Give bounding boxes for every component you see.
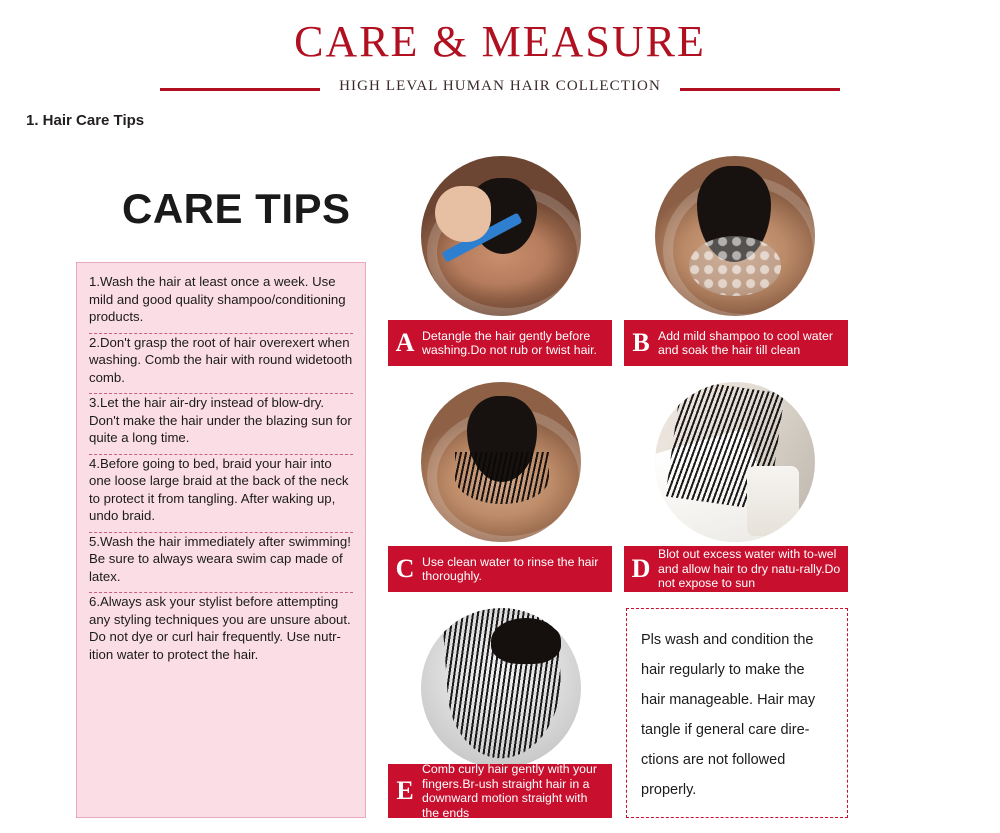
care-tips-title: CARE TIPS bbox=[122, 185, 351, 232]
note-line: hair regularly to make the bbox=[641, 662, 805, 678]
caption-letter-e: E bbox=[396, 776, 414, 805]
caption-text-e: Comb curly hair gently with your fingers.Br-ush straight hair in a downward motion straight with the ends bbox=[422, 762, 597, 820]
note-line: Pls wash and condition the bbox=[641, 632, 814, 648]
caption-c bbox=[388, 546, 612, 592]
soap-foam bbox=[689, 236, 781, 296]
hand-shape bbox=[435, 186, 491, 242]
towel-fold bbox=[747, 466, 799, 536]
note-line: tangle if general care dire- bbox=[641, 722, 810, 738]
list-item: 1.Wash the hair at least once a week. Use mild and good quality shampoo/conditioning products. bbox=[89, 274, 346, 324]
caption-b bbox=[624, 320, 848, 366]
step-image-b bbox=[655, 156, 815, 316]
caption-d bbox=[624, 546, 848, 592]
list-item: 3.Let the hair air-dry instead of blow-dry. Don't make the hair under the blazing sun for quite a long time. bbox=[89, 395, 352, 445]
caption-text-a: Detangle the hair gently before washing.Do not rub or twist hair. bbox=[422, 328, 597, 357]
list-item: 6.Always ask your stylist before attempting any styling techniques you are unsure about. Do not dye or curl hair frequently. Use nutr-ition water to protect the hair. bbox=[89, 594, 351, 662]
caption-letter-c: C bbox=[395, 554, 415, 583]
step-image-d bbox=[655, 382, 815, 542]
step-image-e bbox=[421, 608, 581, 768]
caption-text-d: Blot out excess water with to-wel and allow hair to dry natu-rally.Do not expose to sun bbox=[658, 547, 841, 591]
caption-text-b: Add mild shampoo to cool water and soak the hair till clean bbox=[658, 328, 833, 357]
hair-strands bbox=[455, 452, 549, 504]
page-header bbox=[0, 0, 1000, 104]
hair-top bbox=[491, 618, 561, 664]
section-heading: 1. Hair Care Tips bbox=[26, 112, 145, 129]
step-image-c bbox=[421, 382, 581, 542]
list-item: 2.Don't grasp the root of hair overexert when washing. Comb the hair with round widetooth comb. bbox=[89, 334, 353, 385]
caption-letter-a: A bbox=[395, 328, 415, 357]
care-note bbox=[626, 608, 848, 818]
caption-text-c: Use clean water to rinse the hair thoroughly. bbox=[422, 554, 599, 583]
note-line: hair manageable. Hair may bbox=[641, 692, 816, 708]
list-item: 5.Wash the hair immediately after swimming! Be sure to always weara swim cap made of latex. bbox=[89, 533, 351, 584]
caption-a bbox=[388, 320, 612, 366]
step-image-a bbox=[421, 156, 581, 316]
caption-letter-b: B bbox=[632, 328, 650, 357]
caption-e bbox=[388, 764, 612, 818]
note-line: ctions are not followed bbox=[641, 752, 786, 768]
list-item: 4.Before going to bed, braid your hair into one loose large braid at the back of the neck to protect it from tangling. After waking up, undo braid. bbox=[89, 455, 349, 523]
page-title: CARE & MEASURE bbox=[294, 17, 706, 66]
caption-letter-d: D bbox=[631, 554, 651, 583]
page-subtitle: HIGH LEVAL HUMAN HAIR COLLECTION bbox=[339, 78, 661, 94]
note-line: properly. bbox=[641, 782, 697, 798]
care-tips-list bbox=[76, 262, 366, 818]
